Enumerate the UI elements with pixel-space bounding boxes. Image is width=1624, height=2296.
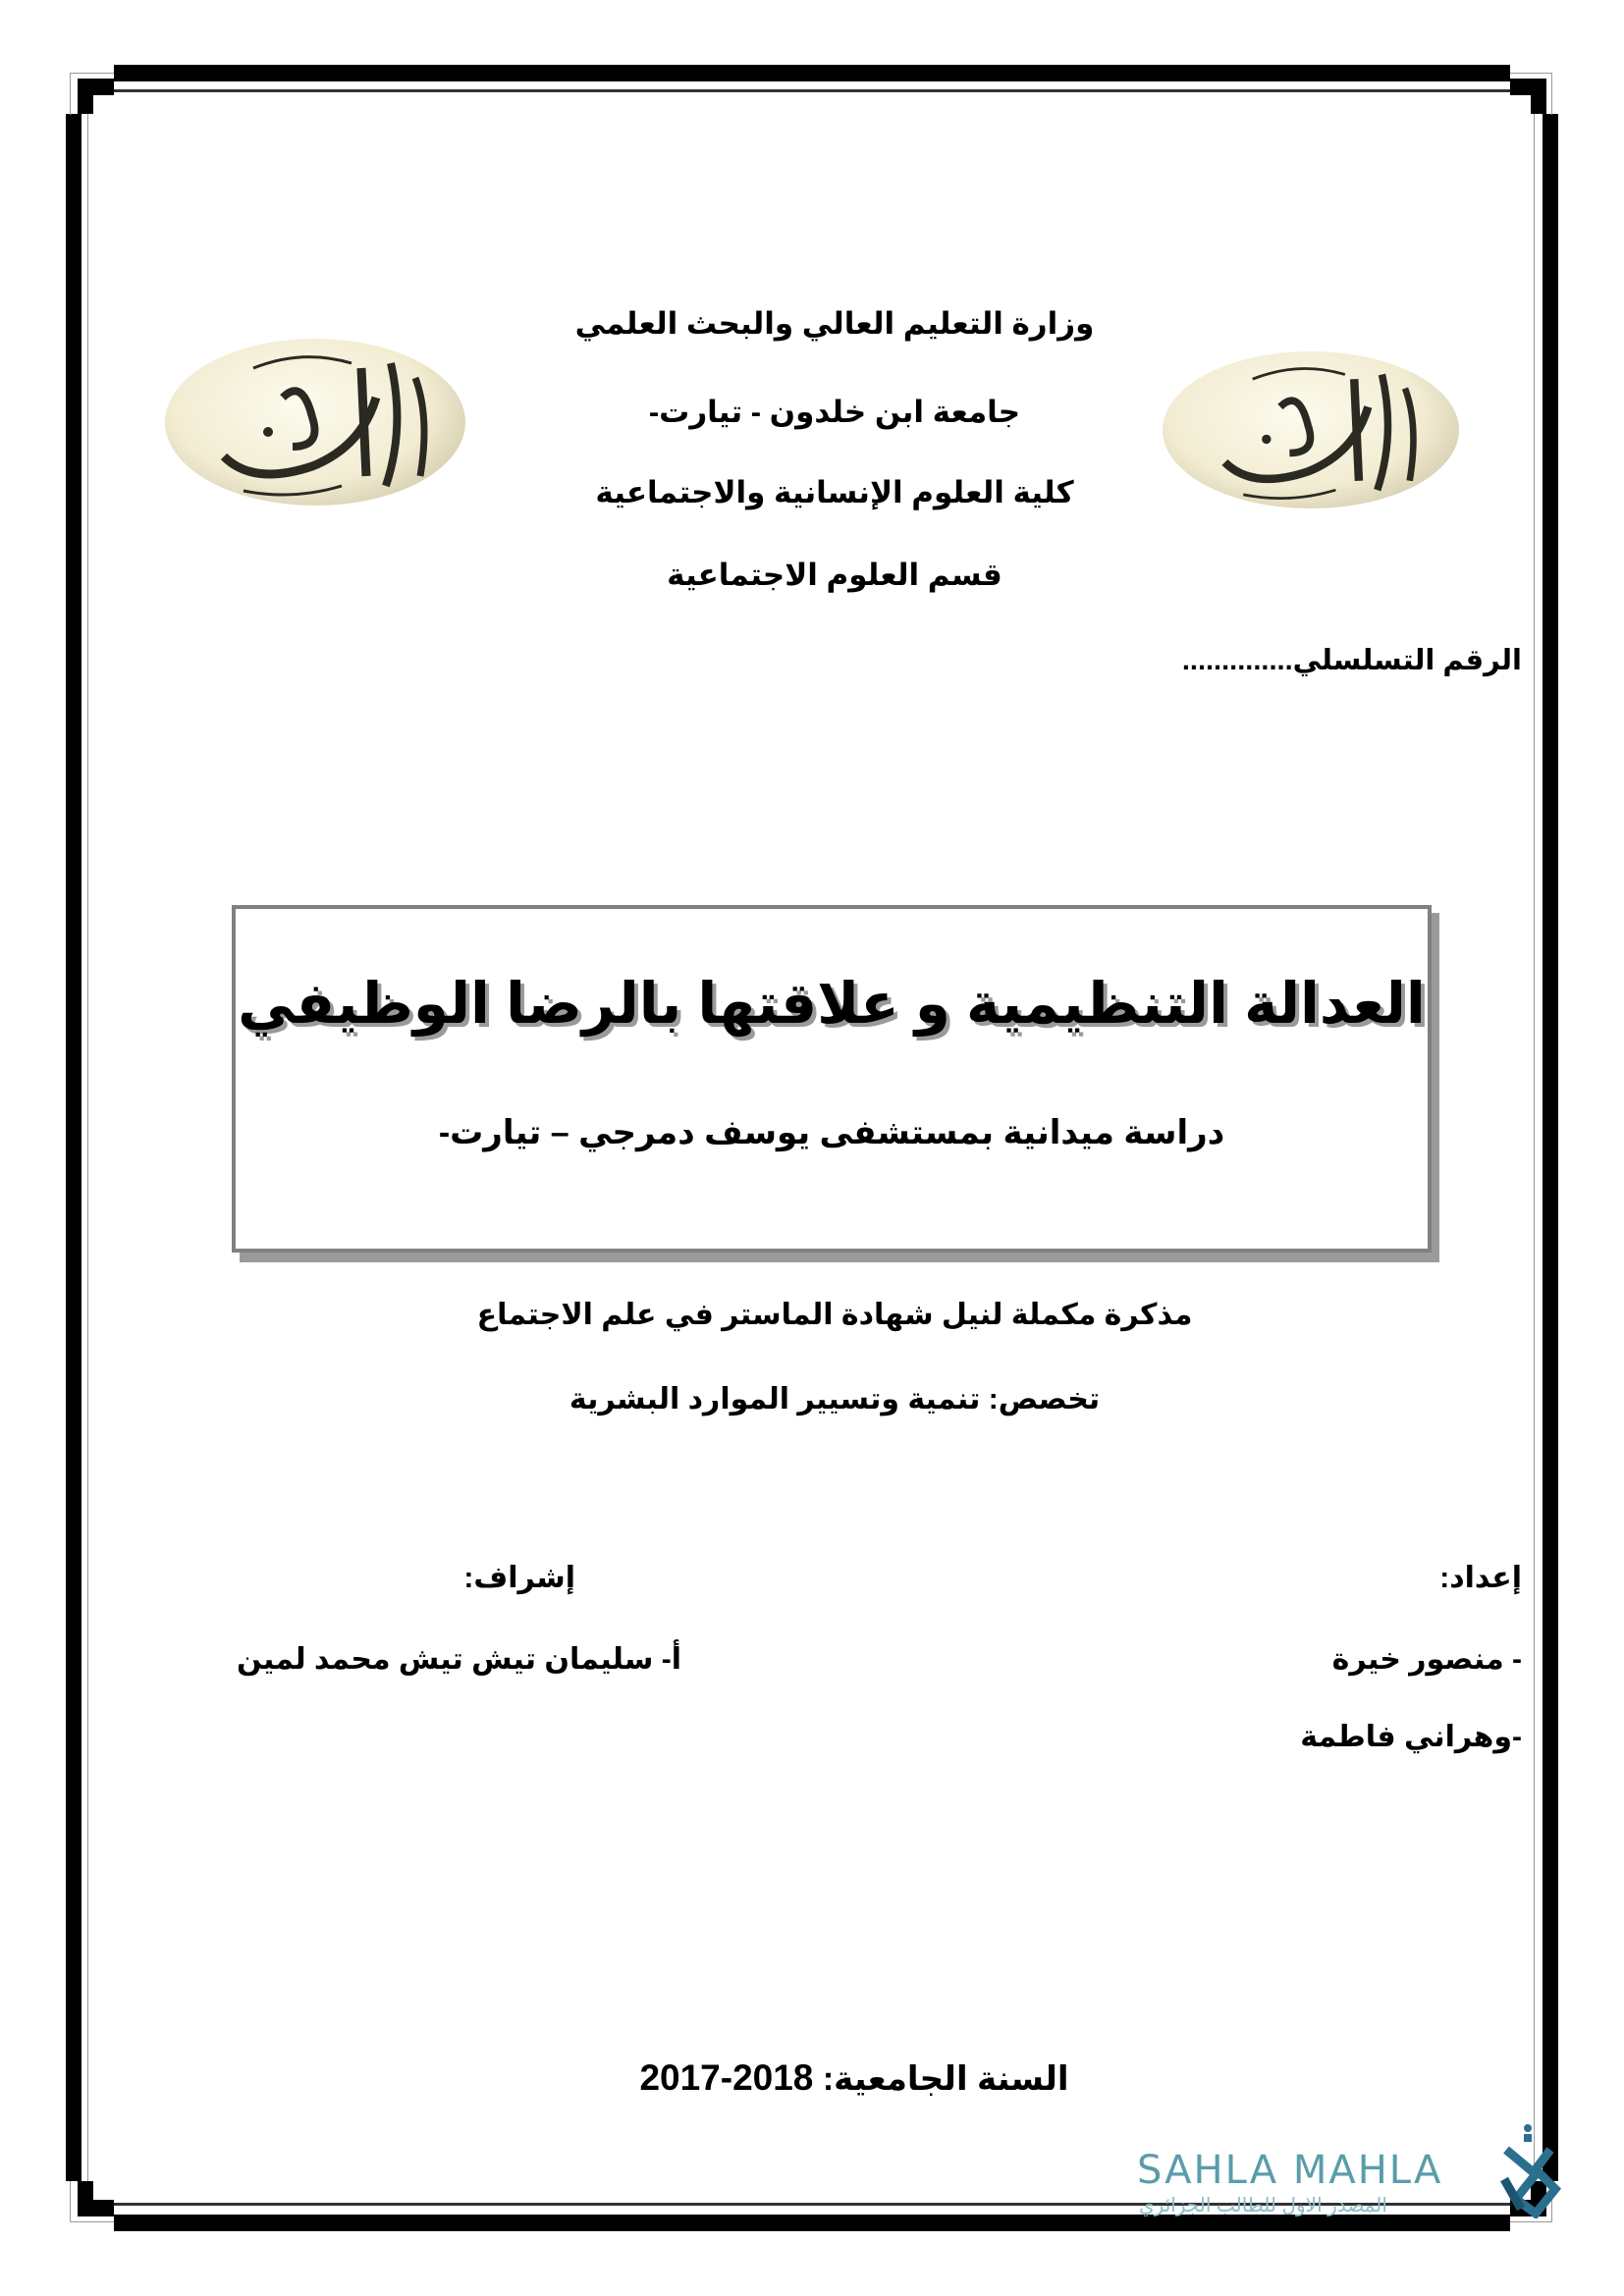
watermark-brand: SAHLA MAHLA <box>1137 2148 1443 2193</box>
calligraphy-seal-icon <box>165 339 465 506</box>
border-left-thick <box>66 114 81 2181</box>
sahla-mahla-logo-icon <box>1496 2120 1563 2218</box>
university-name: جامعة ابن خلدون - تيارت- <box>648 395 1021 429</box>
university-logo-right <box>1163 351 1459 508</box>
supervisor-name: أ- سليمان تيش تيش محمد لمين <box>236 1643 681 1676</box>
thesis-subtitle: دراسة ميدانية بمستشفى يوسف دمرجي – تيارت- <box>438 1114 1225 1151</box>
academic-year-value: 2018-2017 <box>639 2057 814 2098</box>
serial-number: الرقم التسلسلي.............. <box>1181 645 1522 676</box>
academic-year-label: السنة الجامعية: <box>822 2060 1069 2098</box>
corner-tr-line <box>1510 73 1552 115</box>
degree-statement: مذكرة مكملة لنيل شهادة الماستر في علم الاجتماع <box>476 1299 1193 1331</box>
author-name: - منصور خيرة <box>1331 1643 1522 1676</box>
thesis-title: العدالة التنظيمية و علاقتها بالرضا الوظيفي <box>238 972 1426 1036</box>
title-box <box>232 905 1432 1253</box>
authors-label: إعداد: <box>1439 1562 1522 1594</box>
corner-bl-line <box>70 2181 114 2222</box>
calligraphy-seal-icon <box>1163 351 1459 508</box>
border-top-thin <box>114 89 1510 92</box>
university-logo-left <box>165 339 465 506</box>
faculty-name: كلية العلوم الإنسانية والاجتماعية <box>595 475 1074 509</box>
specialization: تخصص: تنمية وتسيير الموارد البشرية <box>568 1383 1101 1415</box>
author-name: -وهراني فاطمة <box>1300 1721 1522 1753</box>
ministry-name: وزارة التعليم العالي والبحث العلمي <box>574 306 1095 341</box>
border-left-thin <box>87 114 88 2181</box>
department-name: قسم العلوم الاجتماعية <box>667 558 1002 592</box>
academic-year <box>628 2057 1080 2099</box>
supervisor-label: إشراف: <box>463 1562 575 1594</box>
border-right-thin <box>1534 114 1535 2181</box>
border-right-thick <box>1543 114 1558 2181</box>
border-top-thick <box>114 65 1510 81</box>
corner-tl-line <box>70 73 114 115</box>
watermark-tagline: المصدر الاول للطالب الجزائري <box>1139 2195 1387 2216</box>
